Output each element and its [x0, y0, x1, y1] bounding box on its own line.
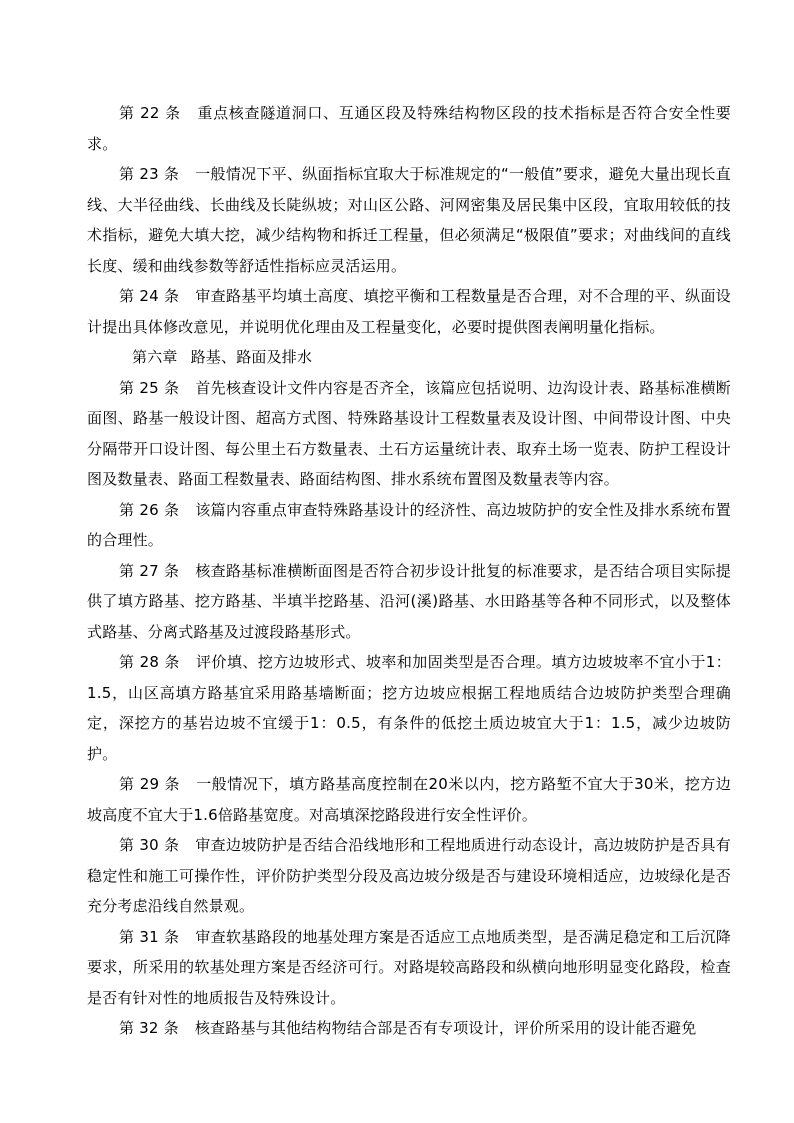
article-25: [87, 373, 731, 495]
article-text: 一般情况下平、纵面指标宜取大于标准规定的“一般值”要求，避免大量出现长直线、大半径曲线、长曲线及长陡纵坡；对山区公路、河网密集及居民集中区段，宜取用较低的技术指标，避免大填大挖，减少结构物和拆迁工程量，但必须满足“极限值”要求；对曲线间的直线长度、缓和曲线参数等舒适性指标应灵活运用。: [87, 165, 731, 275]
article-number: 第 23 条: [119, 165, 180, 183]
article-number: 第 30 条: [119, 836, 180, 854]
article-29: [87, 769, 731, 830]
article-text: 评价填、挖方边坡形式、坡率和加固类型是否合理。填方边坡坡率不宜小于1：1.5，山区高填方路基宜采用路基墙断面；挖方边坡应根据工程地质结合边坡防护类型合理确定，深挖方的基岩边坡不宜缓于1：0.5，有条件的低挖土质边坡宜大于1：1.5，减少边坡防护。: [87, 653, 731, 763]
article-28: [87, 647, 731, 769]
article-text: 核查路基标准横断面图是否符合初步设计批复的标准要求，是否结合项目实际提供了填方路基、挖方路基、半填半挖路基、沿河(溪)路基、水田路基等各种不同形式，以及整体式路基、分离式路基及过渡段路基形式。: [87, 561, 731, 641]
article-number: 第 32 条: [119, 1019, 179, 1037]
article-number: 第 31 条: [119, 927, 180, 946]
article-number: 第 28 条: [119, 653, 180, 671]
document-body: [87, 98, 731, 1044]
chapter-heading: [87, 342, 731, 373]
chapter-number: 第六章: [132, 348, 178, 366]
chapter-title: 路基、路面及排水: [190, 348, 313, 366]
article-24: [87, 281, 731, 342]
article-text: 审查边坡防护是否结合沿线地形和工程地质进行动态设计，高边坡防护是否具有稳定性和施工可操作性，评价防护类型分段及高边坡分级是否与建设环境相适应，边坡绿化是否充分考虑沿线自然景观。: [87, 836, 731, 915]
article-32: [87, 1013, 731, 1044]
article-number: 第 26 条: [119, 500, 180, 519]
article-30: [87, 830, 731, 922]
article-31: [87, 922, 731, 1014]
article-number: 第 24 条: [119, 287, 180, 305]
article-text: 核查路基与其他结构物结合部是否有专项设计，评价所采用的设计能否避免: [194, 1019, 697, 1037]
article-text: 该篇内容重点审查特殊路基设计的经济性、高边坡防护的安全性及排水系统布置的合理性。: [87, 500, 731, 549]
article-27: [87, 556, 731, 648]
article-number: 第 27 条: [119, 561, 180, 580]
article-22: [87, 98, 731, 159]
article-number: 第 22 条: [119, 104, 181, 122]
article-text: 首先核查设计文件内容是否齐全，该篇应包括说明、边沟设计表、路基标准横断面图、路基一般设计图、超高方式图、特殊路基设计工程数量表及设计图、中间带设计图、中央分隔带开口设计图、每公里土石方数量表、土石方运量统计表、取弃土场一览表、防护工程设计图及数量表、路面工程数量表、路面结构图、排水系统布置图及数量表等内容。: [87, 378, 731, 488]
article-26: [87, 495, 731, 556]
article-number: 第 29 条: [119, 775, 180, 793]
article-text: 一般情况下，填方路基高度控制在20米以内，挖方路堑不宜大于30米，挖方边坡高度不宜大于1.6倍路基宽度。对高填深挖路段进行安全性评价。: [87, 775, 731, 824]
article-23: [87, 159, 731, 281]
article-text: 审查软基路段的地基处理方案是否适应工点地质类型，是否满足稳定和工后沉降要求，所采用的软基处理方案是否经济可行。对路堤较高路段和纵横向地形明显变化路段，检查是否有针对性的地质报告及特殊设计。: [87, 927, 731, 1007]
article-text: 重点核查隧道洞口、互通区段及特殊结构物区段的技术指标是否符合安全性要求。: [87, 104, 732, 153]
article-text: 审查路基平均填土高度、填挖平衡和工程数量是否合理，对不合理的平、纵面设计提出具体修改意见，并说明优化理由及工程量变化，必要时提供图表阐明量化指标。: [87, 287, 731, 336]
article-number: 第 25 条: [119, 378, 180, 397]
